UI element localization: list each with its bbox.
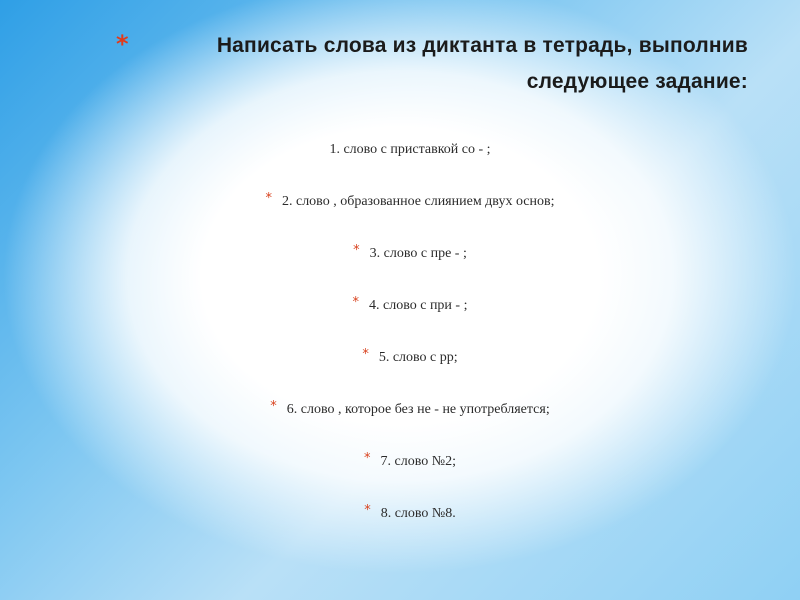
bullet-icon: *	[352, 295, 360, 310]
bullet-icon: *	[265, 191, 272, 206]
bullet-icon: *	[362, 347, 369, 362]
list-item	[100, 503, 720, 522]
list-item-text: 1. слово с приставкой со - ;	[329, 142, 491, 157]
list-item-text: 7. слово №2;	[380, 454, 456, 469]
list-item	[100, 191, 720, 210]
list-item-text: 3. слово с пре - ;	[369, 246, 467, 261]
bullet-icon: *	[270, 399, 277, 414]
list-item-text: 6. слово , которое без не - не употребляется;	[286, 402, 550, 417]
list-item	[100, 347, 720, 366]
title-line-1: Написать слова из диктанта в тетрадь, выполнив	[216, 34, 748, 57]
slide-title	[112, 28, 748, 100]
list-item	[100, 295, 720, 314]
list-item-text: 5. слово с рр;	[378, 350, 458, 365]
list-item-text: 8. слово №8.	[380, 506, 456, 521]
list-item-text: 4. слово с при - ;	[369, 298, 468, 313]
bullet-icon: *	[364, 503, 371, 518]
bullet-icon: *	[353, 243, 360, 258]
list-item	[100, 243, 720, 262]
list-item	[100, 399, 720, 418]
title-line-2: следующее задание:	[526, 70, 748, 93]
bullet-icon: *	[364, 451, 371, 466]
list-item	[100, 142, 720, 158]
list-item	[100, 451, 720, 470]
list-item-text: 2. слово , образованное слиянием двух основ;	[281, 194, 555, 209]
title-bullet-icon: *	[116, 30, 129, 58]
